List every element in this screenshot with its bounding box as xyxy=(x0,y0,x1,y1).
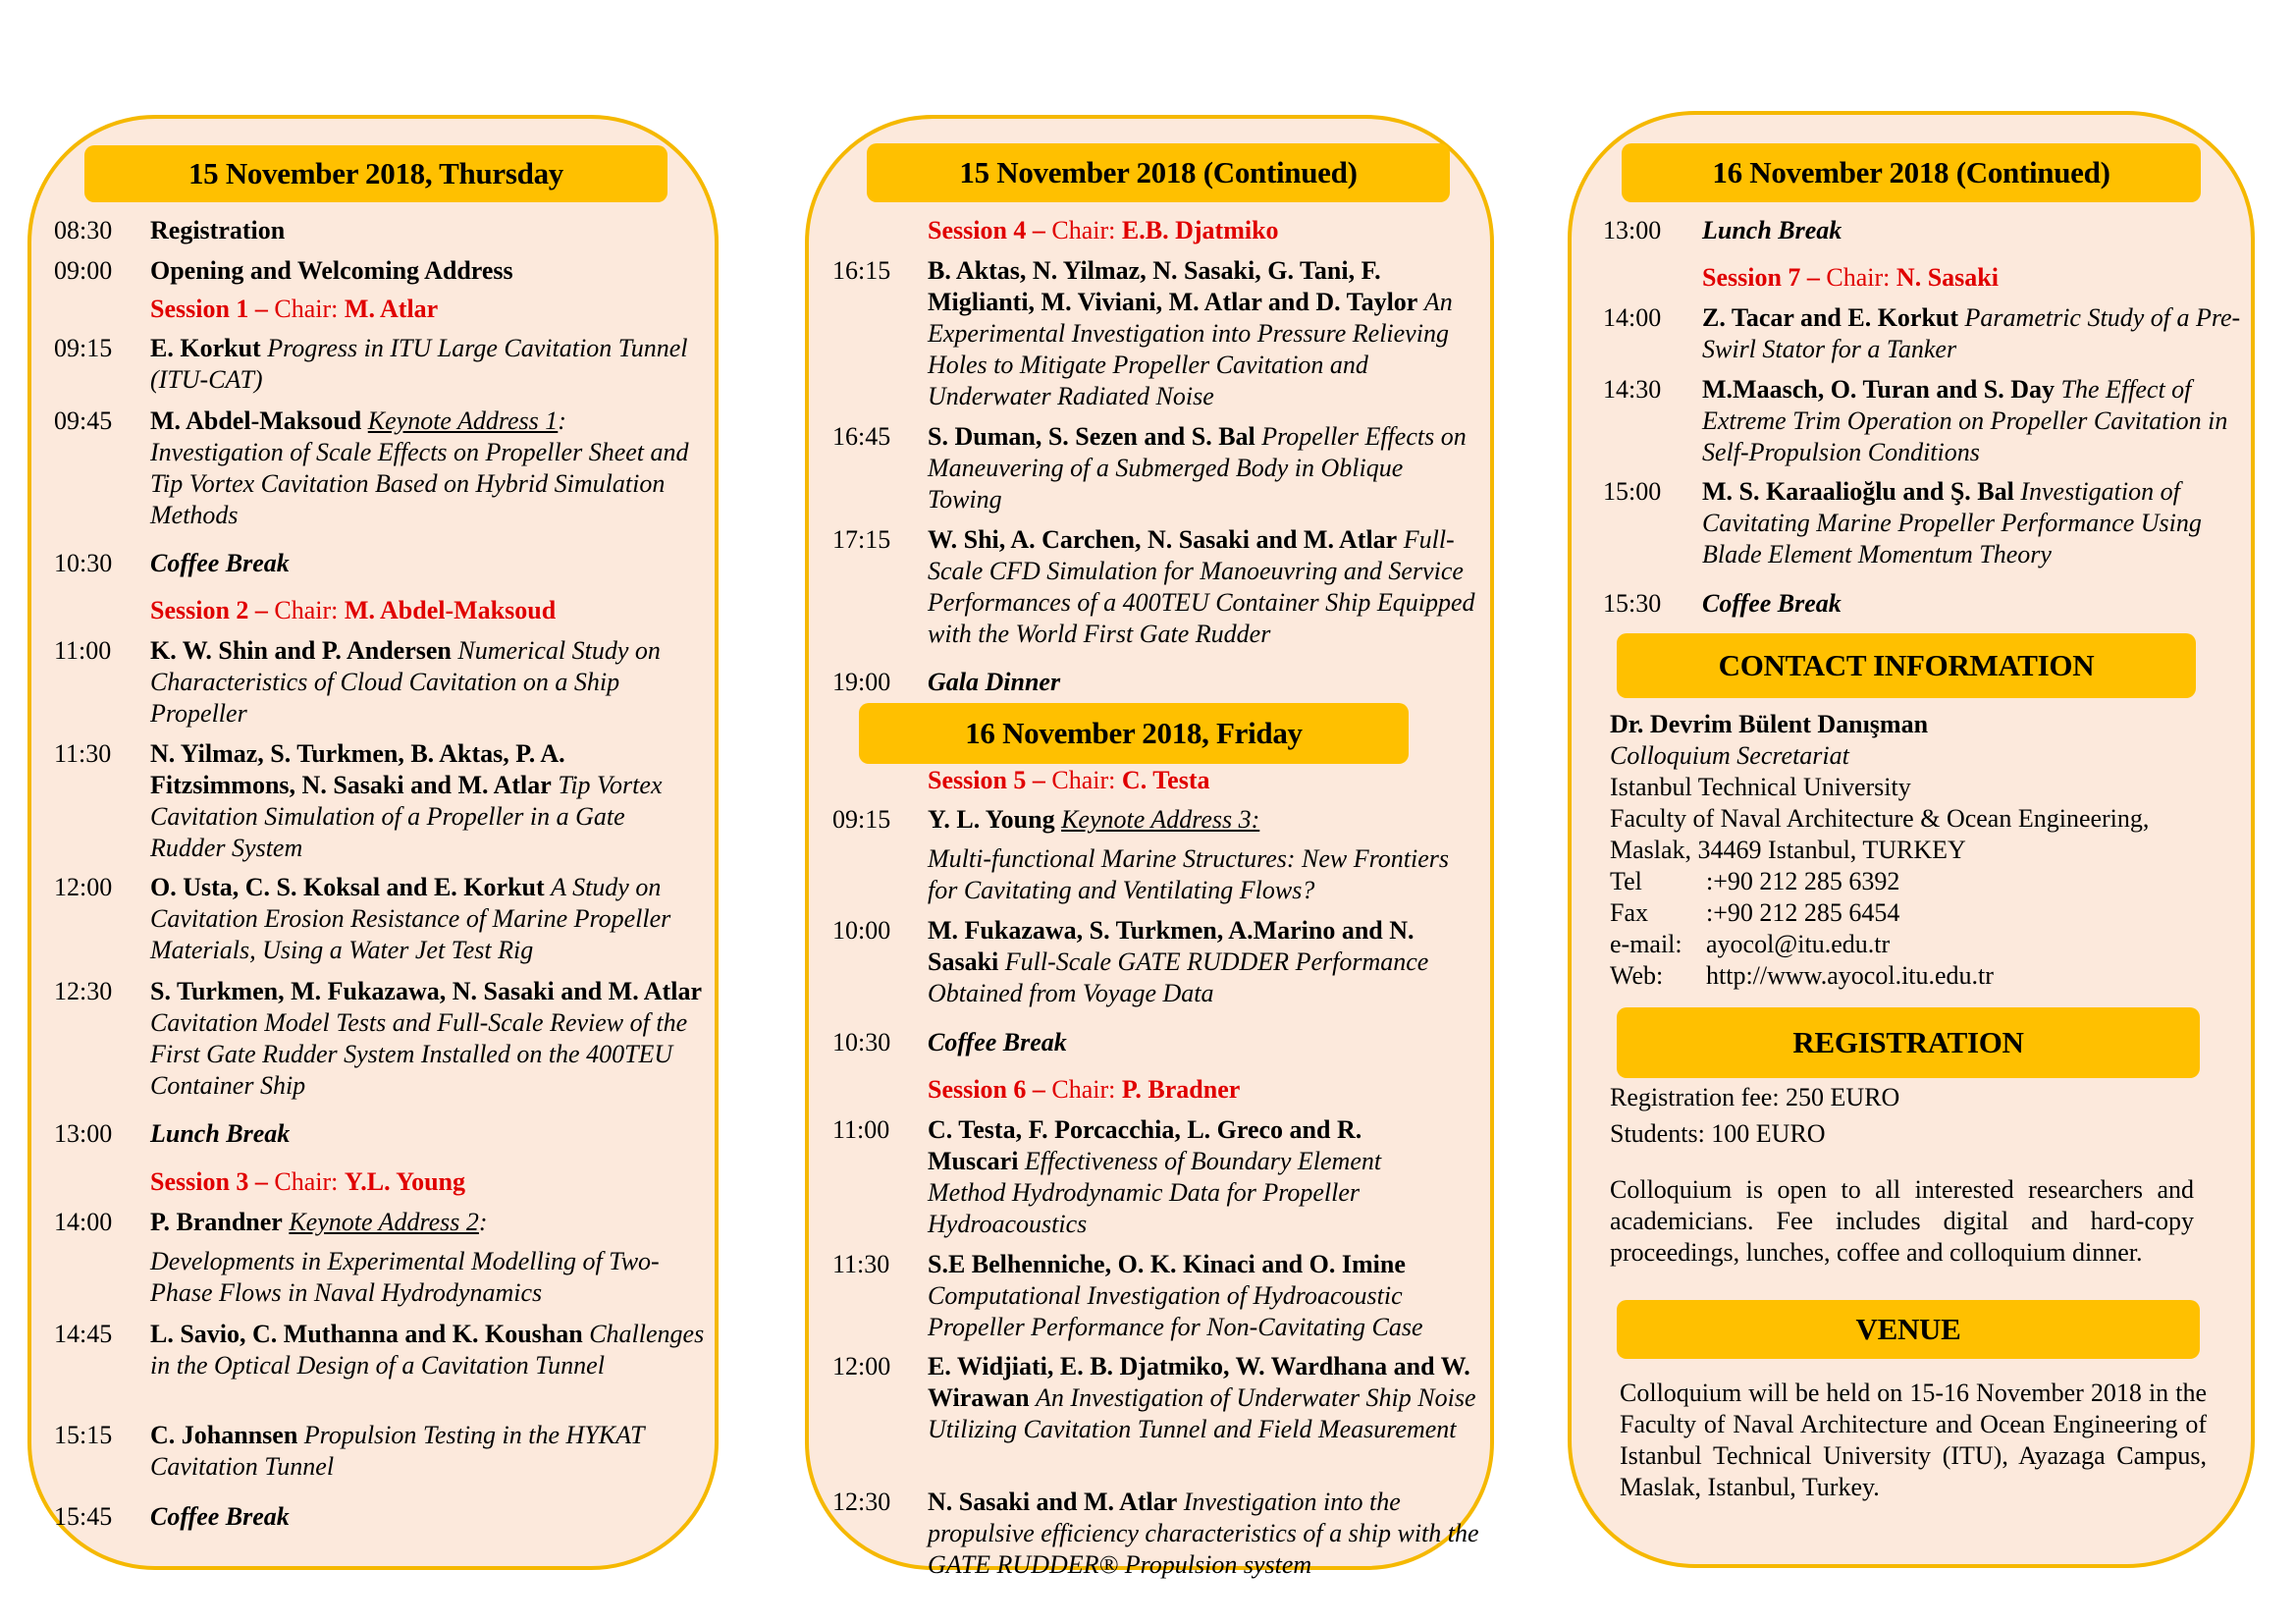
session-heading: Session 4 – Chair: E.B. Djatmiko xyxy=(928,216,1279,244)
day-header-friday: 16 November 2018, Friday xyxy=(859,703,1409,764)
student-fee: Students: 100 EURO xyxy=(1610,1119,1826,1148)
web-link[interactable]: http://www.ayocol.itu.edu.tr xyxy=(1706,961,1994,990)
session-heading: Session 2 – Chair: M. Abdel-Maksoud xyxy=(150,596,557,624)
session-heading: Session 6 – Chair: P. Bradner xyxy=(928,1075,1241,1104)
contact-name: Dr. Devrim Bülent Danışman xyxy=(1610,710,1929,738)
contact-address-line: Faculty of Naval Architecture & Ocean Engineering, xyxy=(1610,804,2150,833)
contact-role: Colloquium Secretariat xyxy=(1610,741,1849,770)
day-header-thursday-continued: 15 November 2018 (Continued) xyxy=(867,143,1450,202)
contact-email[interactable]: e-mail: ayocol@itu.edu.tr xyxy=(1610,930,1891,958)
venue-header: VENUE xyxy=(1617,1300,2200,1359)
contact-block xyxy=(1610,709,2218,992)
registration-block xyxy=(1610,1079,2194,1269)
registration-header: REGISTRATION xyxy=(1617,1007,2200,1078)
contact-web[interactable]: Web: http://www.ayocol.itu.edu.tr xyxy=(1610,961,1994,990)
session-heading: Session 3 – Chair: Y.L. Young xyxy=(150,1167,466,1196)
registration-note: Colloquium is open to all interested researchers and academicians. Fee includes digital and hard-copy proceedings, lunches, coffee and colloquium dinner. xyxy=(1610,1175,2194,1267)
day-header-friday-continued: 16 November 2018 (Continued) xyxy=(1622,143,2201,202)
session-heading: Session 5 – Chair: C. Testa xyxy=(928,766,1210,794)
venue-text: Colloquium will be held on 15-16 November 2018 in the Faculty of Naval Architecture and Ocean Engineering of Istanbul Technical University (ITU), Ayazaga Campus, Maslak, Istanbul, Turkey. xyxy=(1620,1379,2207,1501)
contact-address-line: Maslak, 34469 Istanbul, TURKEY xyxy=(1610,836,1966,864)
session-heading: Session 1 – Chair: M. Atlar xyxy=(150,295,439,323)
contact-tel: Tel :+90 212 285 6392 xyxy=(1610,867,1900,895)
contact-fax: Fax :+90 212 285 6454 xyxy=(1610,898,1900,927)
registration-fee: Registration fee: 250 EURO xyxy=(1610,1083,1900,1111)
session-heading: Session 7 – Chair: N. Sasaki xyxy=(1702,263,1999,292)
email-link[interactable]: ayocol@itu.edu.tr xyxy=(1706,930,1891,958)
contact-information-header: CONTACT INFORMATION xyxy=(1617,633,2196,698)
day-header-thursday: 15 November 2018, Thursday xyxy=(84,145,667,202)
contact-address-line: Istanbul Technical University xyxy=(1610,773,1911,801)
